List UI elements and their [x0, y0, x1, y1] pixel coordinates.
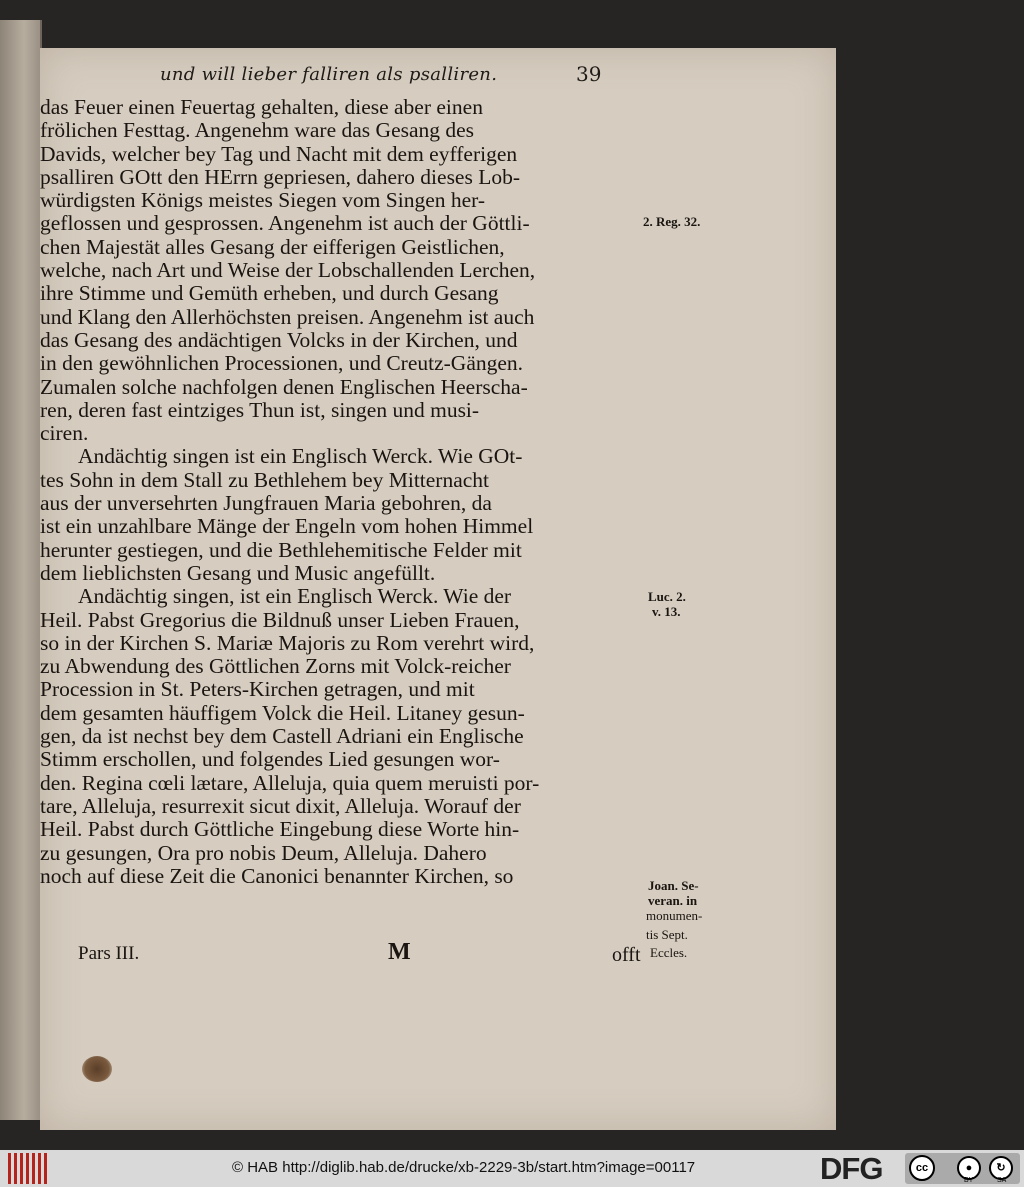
text-line: dem gesamten häuffigem Volck die Heil. Litaney gesun-: [40, 700, 525, 725]
text-line: tes Sohn in dem Stall zu Bethlehem bey Mitternacht: [40, 467, 490, 492]
text-line: würdigsten Königs meistes Siegen vom Singen her-: [40, 188, 486, 213]
by-attribution-icon: ●: [957, 1156, 981, 1180]
cc-icon: cc: [909, 1155, 935, 1181]
text-line: Heil. Pabst durch Göttliche Eingebung diese Worte hin-: [40, 817, 520, 842]
text-line: in den gewöhnlichen Processionen, und Creutz-Gängen.: [40, 351, 524, 376]
text-line: zu gesungen, Ora pro nobis Deum, Alleluja. Dahero: [40, 840, 487, 865]
margin-note-luc-verse: v. 13.: [652, 604, 681, 619]
text-line: Zumalen solche nachfolgen denen Englischen Heerscha-: [40, 374, 528, 399]
viewer-footer-bar: [0, 1150, 1024, 1187]
text-line: so in der Kirchen S. Mariæ Majoris zu Rom verehrt wird,: [40, 630, 535, 655]
part-label: Pars III.: [78, 943, 140, 964]
text-line: ren, deren fast eintziges Thun ist, singen und musi-: [40, 397, 480, 422]
text-line: zu Abwendung des Göttlichen Zorns mit Volck-reicher: [40, 654, 511, 679]
catchword: offt: [612, 944, 641, 966]
text-line: ihre Stimme und Gemüth erheben, und durch Gesang: [40, 281, 499, 306]
text-line: Davids, welcher bey Tag und Nacht mit dem eyfferigen: [40, 141, 518, 166]
previous-page-edge: [0, 20, 42, 1120]
citation-link[interactable]: © HAB http://diglib.hab.de/drucke/xb-2229-3b/start.htm?image=00117: [232, 1159, 696, 1176]
text-line: Heil. Pabst Gregorius die Bildnuß unser Lieben Frauen,: [40, 607, 520, 632]
margin-note-joan-2: veran. in: [648, 893, 698, 908]
margin-note-joan-5: Eccles.: [650, 945, 688, 960]
body-text: [40, 96, 610, 888]
margin-note-luc: Luc. 2.: [648, 589, 686, 604]
margin-note-joan-3: monumen-: [646, 908, 703, 923]
text-line: chen Majestät alles Gesang der eifferigen Geistlichen,: [40, 234, 505, 259]
running-title: und will lieber falliren als psalliren.: [160, 64, 498, 85]
text-line: das Gesang des andächtigen Volcks in der Kirchen, und: [40, 327, 518, 352]
text-line: gen, da ist nechst bey dem Castell Adriani ein Englische: [40, 724, 524, 749]
cc-license-badge[interactable]: [905, 1153, 1020, 1184]
signature-mark: M: [388, 939, 411, 965]
text-line: Procession in St. Peters-Kirchen getragen, und mit: [40, 677, 475, 702]
text-line: frölichen Festtag. Angenehm ware das Gesang des: [40, 118, 475, 143]
share-alike-icon: ↻: [989, 1156, 1013, 1180]
text-line: tare, Alleluja, resurrexit sicut dixit, Alleluja. Worauf der: [40, 793, 521, 818]
margin-note-joan-1: Joan. Se-: [648, 878, 699, 893]
page-number: 39: [576, 62, 602, 86]
text-line: Andächtig singen, ist ein Englisch Werck. Wie der: [78, 584, 512, 609]
text-line: Stimm erschollen, und folgendes Lied gesungen wor-: [40, 747, 500, 772]
text-line: ist ein unzahlbare Mänge der Engeln vom hohen Himmel: [40, 514, 534, 539]
text-line: dem lieblichsten Gesang und Music angefüllt.: [40, 560, 436, 585]
text-line: geflossen und gesprossen. Angenehm ist auch der Göttli-: [40, 211, 530, 236]
text-line: den. Regina cœli lætare, Alleluja, quia quem meruisti por-: [40, 770, 540, 795]
text-line: noch auf diese Zeit die Canonici benannter Kirchen, so: [40, 863, 514, 888]
margin-note-reg: 2. Reg. 32.: [643, 214, 701, 229]
cc-by-label: BY: [964, 1177, 974, 1184]
cc-sa-label: SA: [997, 1177, 1007, 1184]
text-line: aus der unversehrten Jungfrauen Maria gebohren, da: [40, 491, 492, 516]
text-line: das Feuer einen Feuertag gehalten, diese aber einen: [40, 95, 483, 119]
text-line: psalliren GOtt den HErrn gepriesen, dahero dieses Lob-: [40, 164, 521, 189]
text-line: welche, nach Art und Weise der Lobschallenden Lerchen,: [40, 258, 536, 283]
margin-note-joan-4: tis Sept.: [646, 927, 688, 942]
hab-logo-icon[interactable]: [6, 1153, 48, 1184]
page-stain: [82, 1056, 112, 1082]
dfg-logo[interactable]: DFG: [820, 1151, 883, 1186]
text-line: herunter gestiegen, und die Bethlehemitische Felder mit: [40, 537, 522, 562]
text-line: ciren.: [40, 421, 89, 446]
text-line: Andächtig singen ist ein Englisch Werck. Wie GOt-: [78, 444, 523, 469]
text-line: und Klang den Allerhöchsten preisen. Angenehm ist auch: [40, 304, 535, 329]
